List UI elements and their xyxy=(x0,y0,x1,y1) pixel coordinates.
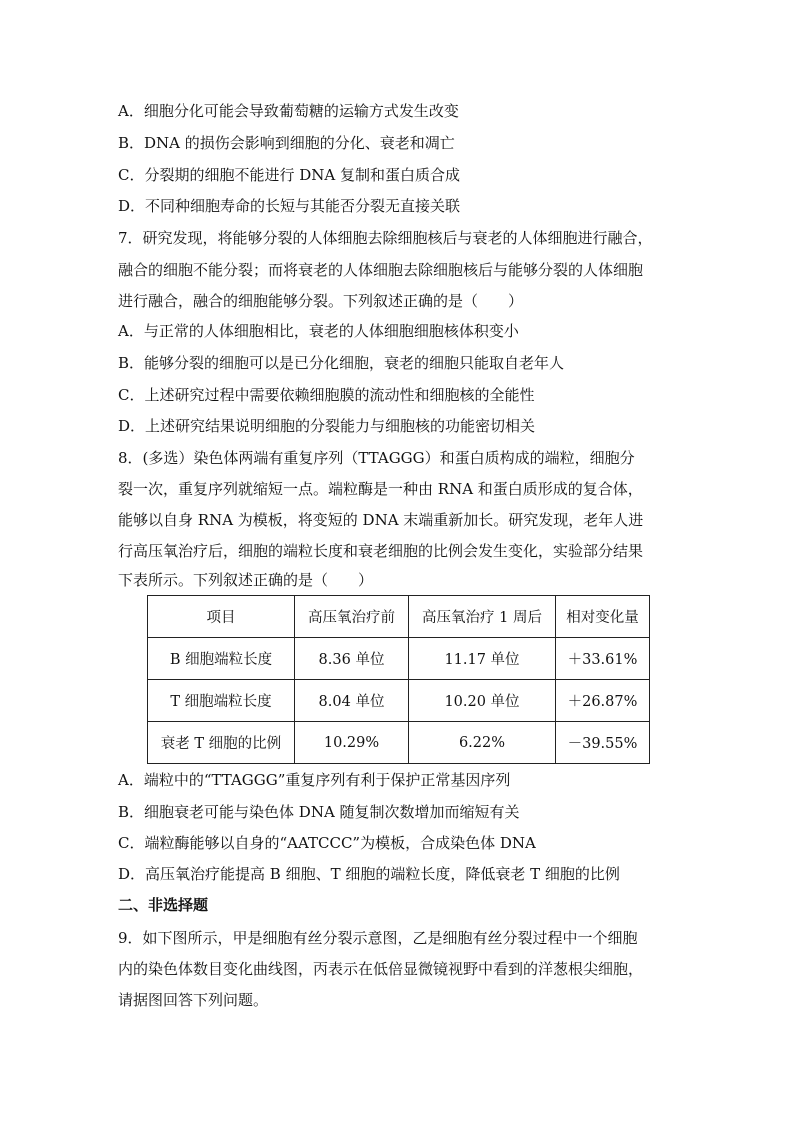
q8-option-d: D．高压氧治疗能提高 B 细胞、T 细胞的端粒长度，降低衰老 T 细胞的比例 xyxy=(118,865,620,883)
telomere-data-table xyxy=(147,595,650,764)
q7-option-d: D．上述研究结果说明细胞的分裂能力与细胞核的功能密切相关 xyxy=(118,417,536,435)
table-cell: 8.36 单位 xyxy=(295,638,409,680)
table-cell: ＋33.61% xyxy=(556,638,650,680)
q7-stem-line-3: 进行融合，融合的细胞能够分裂。下列叙述正确的是（ ） xyxy=(118,292,524,310)
table-header-cell: 项目 xyxy=(148,596,295,638)
table-row xyxy=(148,680,650,722)
q7-stem-line-1: 7．研究发现，将能够分裂的人体细胞去除细胞核后与衰老的人体细胞进行融合， xyxy=(118,229,653,247)
q9-stem-line-2: 内的染色体数目变化曲线图，丙表示在低倍显微镜视野中看到的洋葱根尖细胞， xyxy=(118,960,644,978)
q7-option-c: C．上述研究过程中需要依赖细胞膜的流动性和细胞核的全能性 xyxy=(118,386,535,404)
q6-option-d: D．不同种细胞寿命的长短与其能否分裂无直接关联 xyxy=(118,197,461,215)
table-cell: 衰老 T 细胞的比例 xyxy=(148,722,295,764)
q8-option-b: B．细胞衰老可能与染色体 DNA 随复制次数增加而缩短有关 xyxy=(118,803,520,821)
table-cell: －39.55% xyxy=(556,722,650,764)
q8-option-c: C．端粒酶能够以自身的“AATCCC”为模板，合成染色体 DNA xyxy=(118,834,536,852)
table-row xyxy=(148,722,650,764)
table-row xyxy=(148,638,650,680)
table-cell: B 细胞端粒长度 xyxy=(148,638,295,680)
q8-stem-line-1: 8．(多选）染色体两端有重复序列（TTAGGG）和蛋白质构成的端粒，细胞分 xyxy=(118,449,635,467)
table-header-row xyxy=(148,596,650,638)
q7-stem-line-2: 融合的细胞不能分裂；而将衰老的人体细胞去除细胞核后与能够分裂的人体细胞 xyxy=(118,261,644,279)
q9-stem-line-1: 9．如下图所示，甲是细胞有丝分裂示意图，乙是细胞有丝分裂过程中一个细胞 xyxy=(118,929,638,947)
table-cell: 10.20 单位 xyxy=(409,680,556,722)
table-cell: ＋26.87% xyxy=(556,680,650,722)
q8-stem-line-4: 行高压氧治疗后，细胞的端粒长度和衰老细胞的比例会发生变化，实验部分结果 xyxy=(118,542,644,560)
q6-option-c: C．分裂期的细胞不能进行 DNA 复制和蛋白质合成 xyxy=(118,166,460,184)
table-header-cell: 高压氧治疗 1 周后 xyxy=(409,596,556,638)
q6-option-b: B．DNA 的损伤会影响到细胞的分化、衰老和凋亡 xyxy=(118,134,455,152)
table-cell: 10.29% xyxy=(295,722,409,764)
q7-option-a: A．与正常的人体细胞相比，衰老的人体细胞细胞核体积变小 xyxy=(118,322,519,340)
table-header-cell: 高压氧治疗前 xyxy=(295,596,409,638)
table-cell: T 细胞端粒长度 xyxy=(148,680,295,722)
q8-stem-line-5: 下表所示。下列叙述正确的是（ ） xyxy=(118,571,374,589)
section-title: 二、非选择题 xyxy=(118,896,209,914)
q9-stem-line-3: 请据图回答下列问题。 xyxy=(118,991,269,1009)
q8-stem-line-2: 裂一次，重复序列就缩短一点。端粒酶是一种由 RNA 和蛋白质形成的复合体， xyxy=(118,480,643,498)
q6-option-a: A．细胞分化可能会导致葡萄糖的运输方式发生改变 xyxy=(118,102,459,120)
table-cell: 11.17 单位 xyxy=(409,638,556,680)
table-cell: 8.04 单位 xyxy=(295,680,409,722)
table-header-cell: 相对变化量 xyxy=(556,596,650,638)
table-cell: 6.22% xyxy=(409,722,556,764)
q7-option-b: B．能够分裂的细胞可以是已分化细胞，衰老的细胞只能取自老年人 xyxy=(118,354,565,372)
q8-option-a: A．端粒中的“TTAGGG”重复序列有利于保护正常基因序列 xyxy=(118,771,511,789)
q8-stem-line-3: 能够以自身 RNA 为模板，将变短的 DNA 末端重新加长。研究发现，老年人进 xyxy=(118,511,644,529)
